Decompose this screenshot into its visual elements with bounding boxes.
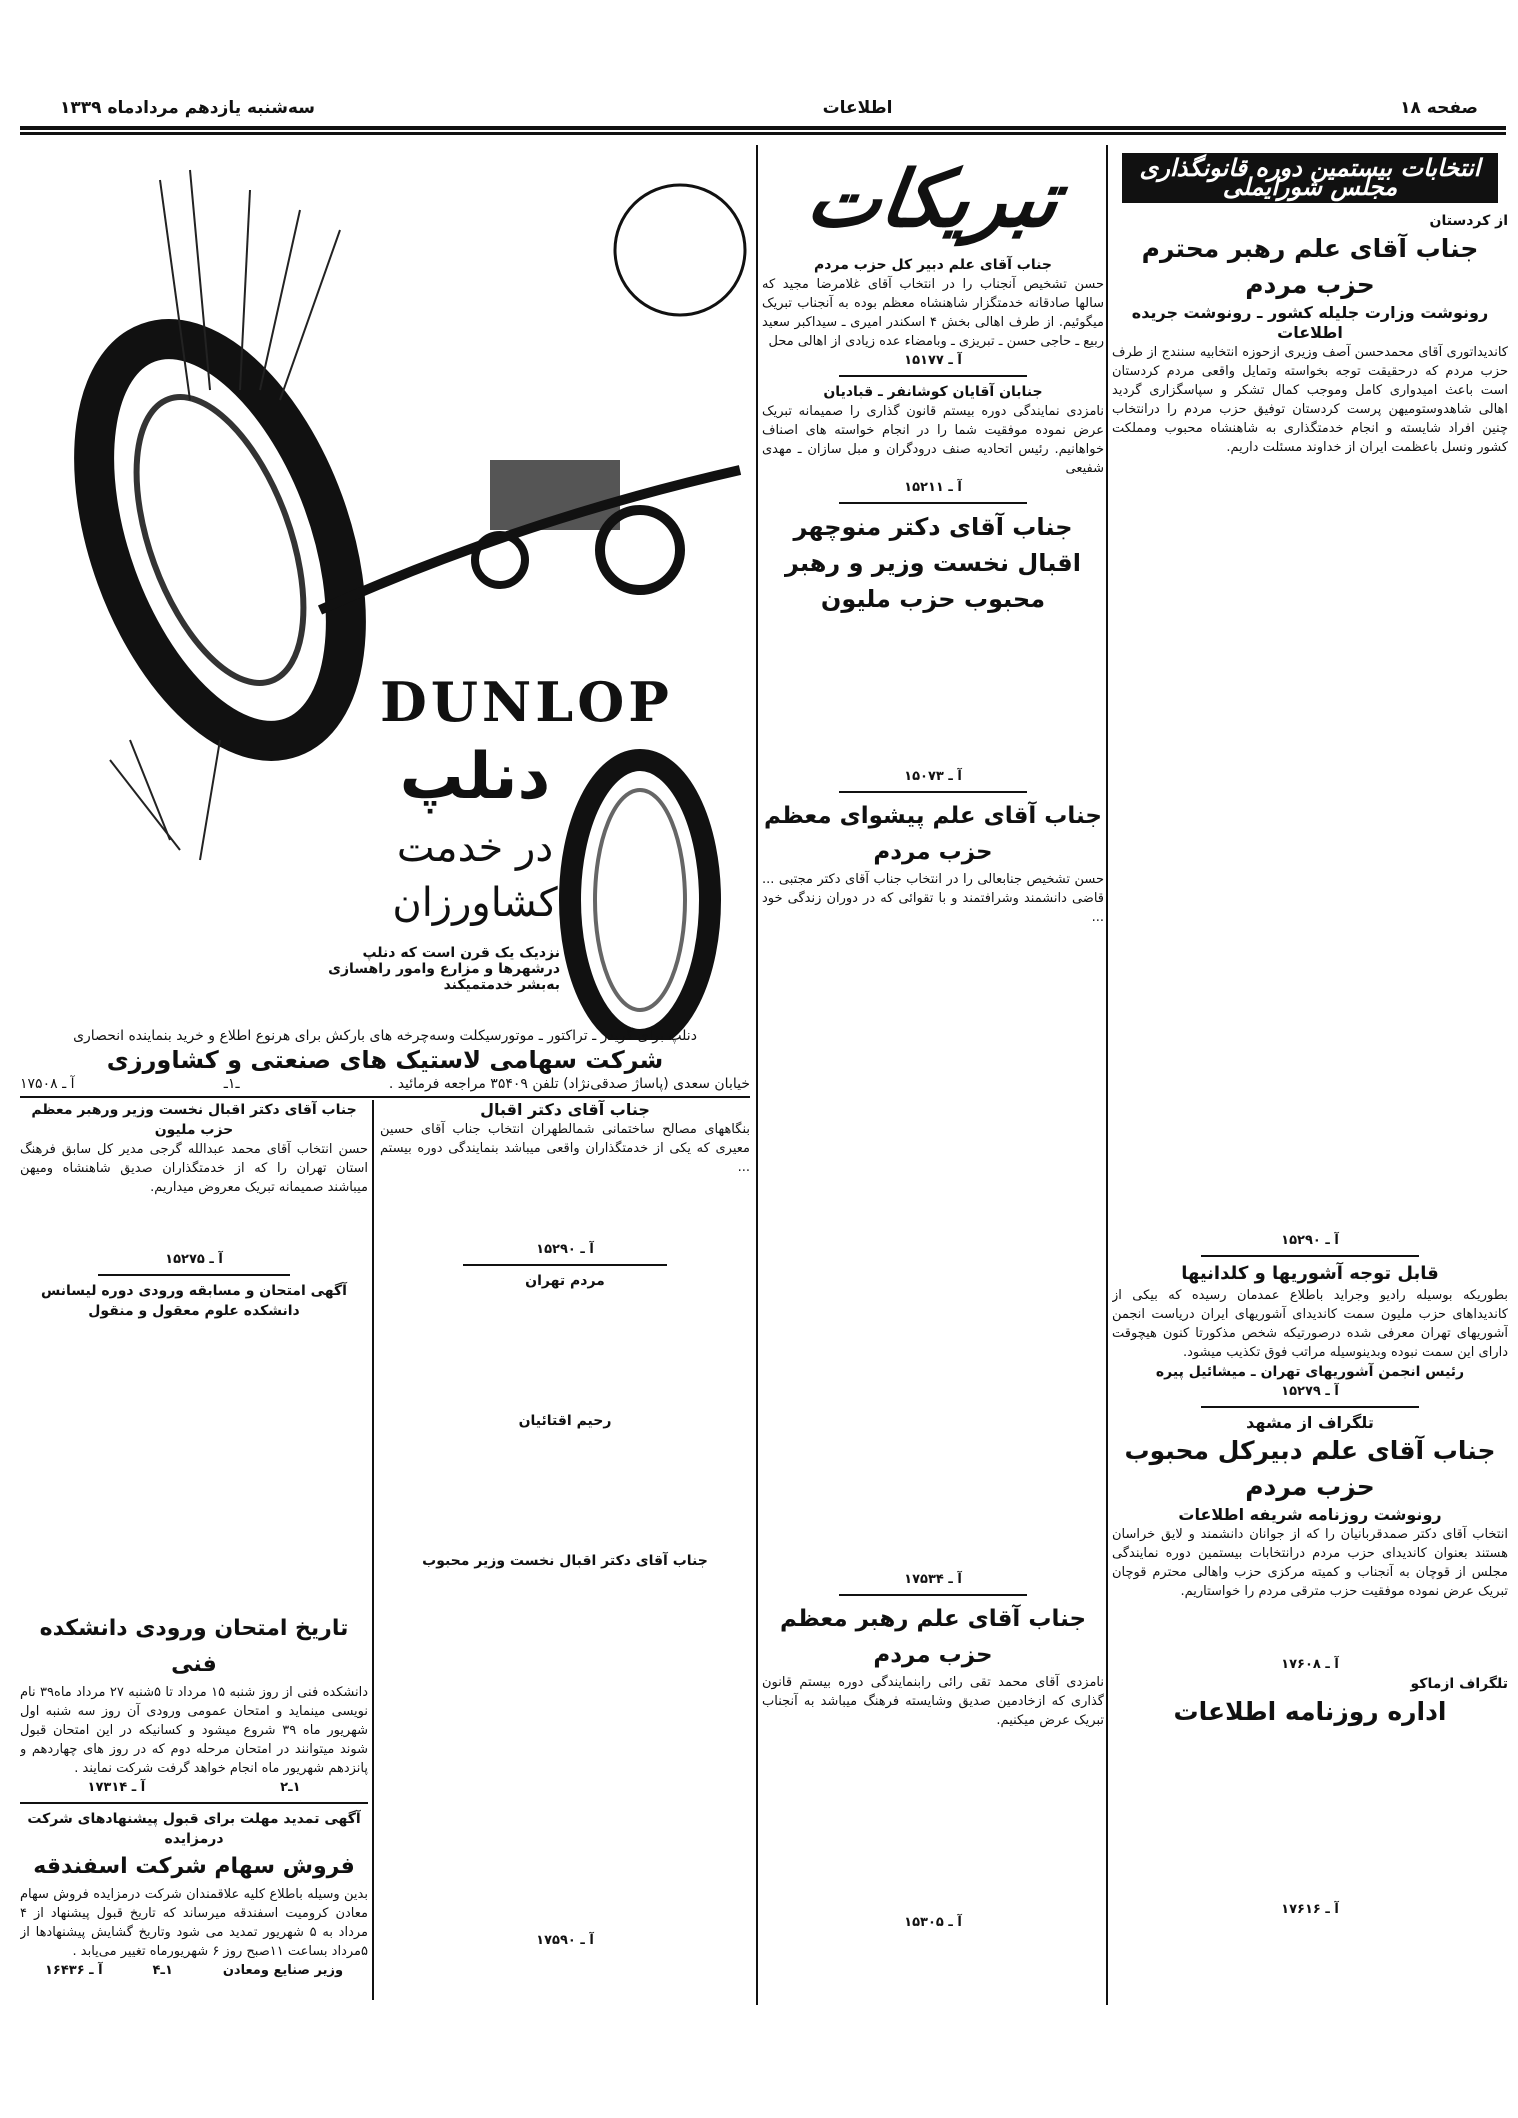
ad-code: آ ـ ۱۵۱۷۷: [904, 353, 962, 368]
ad-copy: نزدیک یک قرن است که دنلپ درشهرها و مزارع وامور راهسازی به‌بشر خدمتمیکند: [328, 945, 560, 993]
ad-line: دنلپ برای گریدر ـ تراکتور ـ موتورسیکلت وسه‌چرخه های بارکش برای هرنوع اطلاع و خرید بنماینده انحصاری: [73, 1028, 697, 1044]
newspaper-name: اطلاعات: [822, 98, 893, 118]
header-rule: [20, 126, 1506, 132]
article-body: نامزدی آقای محمد تقی رائی رابنمایندگی دوره بیستم قانون گذاری که ازخادمین صدیق وشایسته فرهنگ میباشد به آنجناب تبریک عرض میکنیم.: [762, 1675, 1104, 1728]
kicker: از کردستان: [1429, 213, 1508, 229]
headline: رحیم اقتائیان: [518, 1413, 612, 1429]
middle-column: [762, 145, 1104, 2005]
article-body: حسن تشخیص جنابعالی را در انتخاب جناب آقای دکتر مجتبی ... قاضی دانشمند وشرافتمند و با تقوائی که در دوران زندگی خود ...: [762, 872, 1104, 925]
ad-code: آ ـ ۱۷۵۰۸: [20, 1076, 75, 1092]
ad-code: آ ـ ۱۷۵۹۰: [536, 1933, 594, 1948]
article-body: بدین وسیله باطلاع کلیه علاقمندان شرکت درمزایده فروش سهام معادن کرومیت اسفندقه میرساند که تاریخ قبول پیشنهاد از ۴ مرداد به ۵ شهریور تمدید می شود وتاریخ گشایش پیشنهادها از ۵مرداد بساعت ۱۱صبح روز ۶ شهریورماه تغییر می‌یابد .: [20, 1887, 368, 1959]
column-divider: [1106, 145, 1108, 2005]
page-number: صفحه ۱۸: [1400, 98, 1478, 118]
article-body: بنگاههای مصالح ساختمانی شمالطهران انتخاب جناب آقای حسین معیری که یکی از خدمتگذاران واقعی میباشد بنمایندگی دوره بیستم ...: [380, 1122, 750, 1175]
article-body: انتخاب آقای دکتر صمدقربانیان را که از جوانان دانشمند و لایق خراسان هستند بعنوان کاندیدای حزب مردم درانتخابات بیستمین دوره نمایندگی مجلس از قوچان به آنجناب و کمیته مرکزی حزب واهالی محترم قوچان تبریک عرض نموده موفقیت حزب مترقی مردم را خواستاریم.: [1112, 1527, 1508, 1599]
ad-code: آ ـ ۱۵۲۹۰: [1281, 1233, 1339, 1248]
ad-number: ـ۱ـ: [223, 1076, 240, 1092]
headline: جنابان آقایان کوشانفر ـ قبادیان: [823, 384, 1043, 400]
tagline: کشاورزان: [392, 880, 558, 926]
ad-code: آ ـ ۱۵۰۷۳: [904, 769, 962, 784]
article-body: حسن تشخیص آنجناب را در انتخاب آقای غلامرضا مجید که سالها صادقانه خدمتگزار شاهنشاه معظم بوده به آنجناب تبریک میگوئیم. از طرف اهالی بخش ۴ اسکندر امیری ـ سیداکبر سعید ربیع ـ حاجی حسن ـ تبریزی ـ وبامضاء عده زیادی از اهالی محل: [762, 277, 1104, 349]
article-body: بطوریکه بوسیله رادیو وجراید باطلاع عمدمان رسیده که بیکی از کاندیداهای حزب ملیون سمت کاندیدای آشوریهای ایران دریاست انجمن آشوریهای تهران معرفی شده درصورتیکه شخص مذکورتا کنون هیچوقت دارای این سمت نبوده وبدینوسیله مراتب فوق تکذیب میشود.: [1112, 1288, 1508, 1360]
headline: آگهی امتحان و مسابقه ورودی دوره لیسانس دانشکده علوم معقول و منقول: [41, 1283, 347, 1319]
ad-code: آ ـ ۱۷۳۱۴: [87, 1780, 146, 1795]
dunlop-advertisement: [20, 140, 750, 1085]
headline: فروش سهام شرکت اسفندقه: [33, 1854, 355, 1879]
headline: جناب آقای علم رهبر محترم حزب مردم: [1141, 234, 1479, 299]
subheadline: رونوشت وزارت جلیله کشور ـ رونوشت جریده اطلاعات: [1131, 303, 1489, 342]
article-body: حسن انتخاب آقای محمد عبدالله گرجی مدیر کل سابق فرهنگ استان تهران را که از خدمتگذاران صدیق شاهنشاه ومیهن میباشند صمیمانه تبریک معروض میداریم.: [20, 1142, 368, 1195]
headline: جناب آقای علم رهبر معظم حزب مردم: [779, 1606, 1087, 1668]
headline: جناب آقای علم دبیرکل محبوب حزب مردم: [1124, 1436, 1496, 1501]
bottom-column: [20, 1100, 368, 2000]
article-body: نامزدی نمایندگی دوره بیستم قانون گذاری را صمیمانه تبریک عرض نموده موفقیت شما را در انجام خواسته های اصناف خواهانیم. رئیس اتحادیه صنف درودگران و مبل سازان ـ مهدی شفیعی: [762, 404, 1104, 476]
congratulations-logo: تبریکات: [801, 155, 1065, 245]
headline: آگهی تمدید مهلت برای قبول پیشنهادهای شرکت درمزایده: [27, 1811, 361, 1847]
headline: مردم تهران: [525, 1273, 605, 1289]
headline: جناب آقای علم دبیر کل حزب مردم: [814, 257, 1052, 273]
ad-code: آ ـ ۱۷۵۳۴: [904, 1572, 962, 1587]
ad-code: آ ـ ۱۷۶۱۶: [1281, 1902, 1339, 1917]
headline: تاریخ امتحان ورودی دانشکده فنی: [39, 1616, 349, 1677]
founder-portrait: [615, 185, 745, 315]
headline: جناب آقای دکتر اقبال نخست وزیر محبوب: [422, 1553, 708, 1569]
address: خیابان سعدی (پاساژ صدقی‌نژاد) تلفن ۳۵۴۰۹ مراجعه فرمائید .: [388, 1076, 750, 1092]
ad-code: آ ـ ۱۷۶۰۸: [1281, 1657, 1339, 1672]
kicker: تلگراف از مشهد: [1246, 1413, 1374, 1432]
dunlop-logo: DUNLOP: [380, 670, 673, 734]
dunlop-ad-footer: [20, 1028, 750, 1098]
bottom-column: [380, 1100, 750, 2000]
signature: وزیر صنایع ومعادن: [222, 1963, 344, 1978]
ad-code: آ ـ ۱۵۲۷۹: [1281, 1384, 1339, 1399]
ad-code: آ ـ ۱۵۳۰۵: [904, 1915, 962, 1930]
dunlop-brand-fa: دنلپ: [399, 740, 551, 814]
column-divider: [756, 145, 758, 2005]
headline: اداره روزنامه اطلاعات: [1173, 1697, 1447, 1726]
company-name: شرکت سهامی لاستیک های صنعتی و کشاورزی: [106, 1046, 664, 1074]
ad-code: آ ـ ۱۵۲۹۰: [536, 1242, 594, 1257]
column-divider: [372, 1100, 374, 2000]
ad-number: ۱ـ۴: [152, 1963, 173, 1978]
right-column: [1112, 145, 1508, 2005]
headline: جناب آقای دکتر اقبال نخست وزیر ورهبر معظم حزب ملیون: [31, 1102, 357, 1138]
headline: جناب آقای دکتر اقبال: [480, 1100, 650, 1119]
signature: رئیس انجمن آشوریهای تهران ـ میشائیل پیره: [1155, 1364, 1465, 1380]
ad-code: آ ـ ۱۶۴۳۶: [44, 1963, 103, 1978]
ad-code: آ ـ ۱۵۲۱۱: [904, 480, 962, 495]
elections-banner: انتخابات بیستمین دوره قانونگذاری مجلس شورایملی: [1122, 153, 1498, 203]
headline: جناب آقای دکتر منوچهر اقبال نخست وزیر و رهبر محبوب حزب ملیون: [785, 513, 1081, 613]
subheadline: رونوشت روزنامه شریفه اطلاعات: [1178, 1505, 1442, 1524]
ad-code: آ ـ ۱۵۲۷۵: [165, 1252, 223, 1267]
headline: قابل توجه آشوریها و کلدانیها: [1181, 1263, 1439, 1284]
tagline: در خدمت: [396, 825, 554, 871]
headline: جناب آقای علم پیشوای معظم حزب مردم: [763, 803, 1102, 865]
issue-date: سه‌شنبه یازدهم مردادماه ۱۳۳۹: [60, 98, 315, 118]
article-body: دانشکده فنی از روز شنبه ۱۵ مرداد تا ۵شنبه ۲۷ مرداد ماه۳۹ نام نویسی مینماید و امتحان عمومی ورودی آن روز سه شنبه اول شهریور ماه ۳۹ شروع میشود و کسانیکه در این امتحان قبول شوند میتوانند در امتحان مرحله دوم که در روز های چهاردهم و پانزدهم شهریور ماه انجام خواهد گرفت شرکت نمایند .: [20, 1685, 368, 1776]
page-header: [60, 88, 1478, 128]
ad-number: ۱ـ۲: [280, 1780, 301, 1795]
kicker: تلگراف ازماکو: [1410, 1676, 1508, 1692]
article-body: کاندیداتوری آقای محمدحسن آصف وزیری ازحوزه انتخابیه سنندج از طرف حزب مردم که درحقیقت توجه بخواسته وتمایل واقعی مردم کردستان است باعث امیدواری کامل وموجب کمال تشکر و سپاسگزاری گردید اهالی شاهدوستومیهن پرست کردستان توفیق حزب مردم را درانتخاب چنین افراد شایسته و انجام خدمتگذاری به شاهنشاه محبوب ومملکت کشور ونسل باعظمت ایران از خداوند مسئلت داریم.: [1112, 345, 1508, 455]
